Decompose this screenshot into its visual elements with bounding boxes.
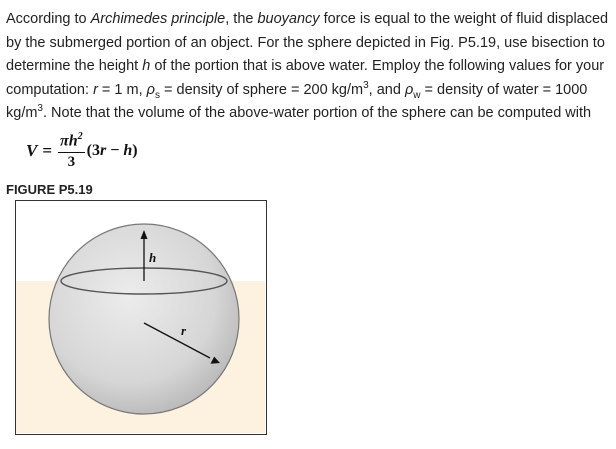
paren-close: ) [132,142,138,159]
buoyancy-term: buoyancy [257,11,320,27]
text-segment: force is equal to the weight of fluid displaced by the submerged portion of an object. For the sphere depicted in Fig. P5.19, use bisection to determine the height [6,11,609,74]
cube-exponent: 3 [37,103,43,115]
sphere-figure [15,200,267,435]
fraction-denominator: 3 [67,153,76,170]
paren-h: h [123,142,133,159]
formula-parenthetical [87,142,138,160]
rho-symbol: ρ [146,81,155,98]
text-segment: According to [6,11,91,27]
paren-minus: − [106,142,124,159]
archimedes-principle-term: Archimedes principle [90,11,226,27]
formula-equals: = [42,141,53,160]
figure-label: FIGURE P5.19 [6,182,93,197]
h-variable: h [142,58,151,74]
volume-formula [26,128,138,174]
text-segment: = 1 m, [97,81,147,98]
formula-fraction [58,131,85,170]
h-label: h [149,250,157,265]
r-label: r [181,323,187,338]
text-segment: , the [225,11,258,27]
formula-lhs: V [26,141,38,160]
problem-statement [6,8,612,126]
rho-w-subscript: w [413,89,421,101]
numerator-exponent: 2 [77,131,83,143]
cube-exponent: 3 [363,79,369,91]
text-segment: , and [368,81,405,98]
text-segment: = density of water = 1000 kg/m [6,81,588,121]
text-segment: = density of sphere = 200 kg/m [159,81,364,98]
text-segment: . Note that the volume of the above-water portion of the sphere can be computed with [42,105,592,121]
r-variable: r [93,81,98,98]
paren-open: (3 [86,142,100,159]
fraction-numerator [58,131,85,152]
rho-s-subscript: s [154,89,160,101]
sphere-diagram [16,201,265,433]
paren-r: r [100,142,107,159]
numerator-pi-h: πh [60,132,78,150]
rho-symbol: ρ [404,81,414,98]
text-segment: of the portion that is above water. Employ the following values for your computation: [6,58,605,98]
